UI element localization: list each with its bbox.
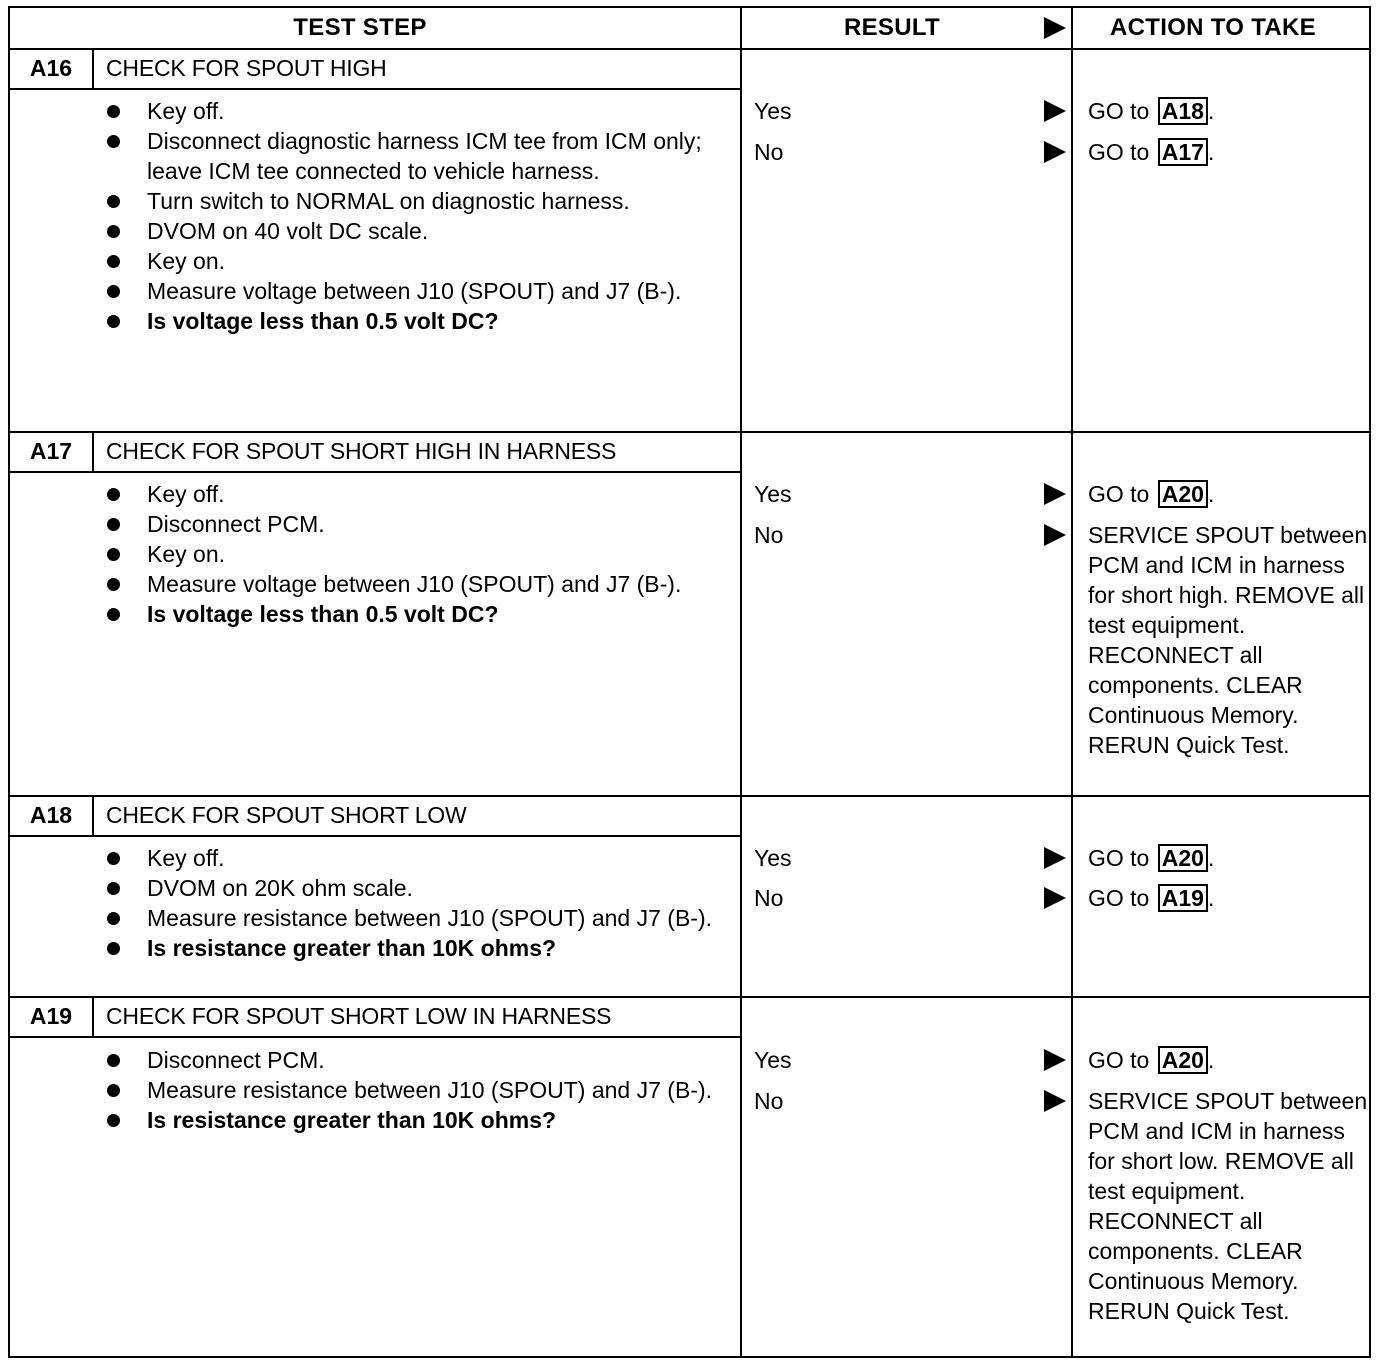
step-bullets bbox=[102, 1045, 742, 1135]
bullet-item: Turn switch to NORMAL on diagnostic harness. bbox=[102, 186, 742, 216]
step-title: CHECK FOR SPOUT HIGH bbox=[106, 54, 387, 81]
bullet-item: Measure resistance between J10 (SPOUT) and J7 (B-). bbox=[102, 1075, 742, 1105]
action-yes: GO to A18 . bbox=[1088, 98, 1215, 124]
id-divider bbox=[92, 431, 94, 471]
action-yes: GO to A20 . bbox=[1088, 481, 1215, 507]
bullet-question: Is resistance greater than 10K ohms? bbox=[102, 1105, 742, 1135]
arrow-icon bbox=[1044, 483, 1066, 505]
bullet-item: DVOM on 40 volt DC scale. bbox=[102, 216, 742, 246]
step-id: A16 bbox=[29, 54, 73, 81]
result-no: No bbox=[754, 139, 784, 165]
action-prefix: GO to bbox=[1088, 845, 1150, 871]
step-bullets bbox=[102, 96, 742, 336]
result-yes: Yes bbox=[754, 1047, 792, 1073]
bullet-item: Key off. bbox=[102, 96, 742, 126]
arrow-icon bbox=[1044, 524, 1066, 546]
goto-step-link[interactable]: A18 bbox=[1158, 97, 1208, 125]
arrow-icon bbox=[1044, 887, 1066, 909]
bullet-question: Is voltage less than 0.5 volt DC? bbox=[102, 599, 742, 629]
step-id: A17 bbox=[29, 437, 73, 464]
goto-step-link[interactable]: A20 bbox=[1158, 844, 1208, 872]
action-no-text: SERVICE SPOUT between PCM and ICM in harness for short high. REMOVE all test equipment. RECONNECT all components. CLEAR Continuous Memory. RERUN Quick Test. bbox=[1088, 522, 1368, 758]
header-test-step: TEST STEP bbox=[293, 14, 427, 41]
action-prefix: GO to bbox=[1088, 481, 1150, 507]
bullet-item: Disconnect PCM. bbox=[102, 1045, 742, 1075]
bullet-item: Key off. bbox=[102, 479, 742, 509]
goto-step-link[interactable]: A20 bbox=[1158, 480, 1208, 508]
bullet-question: Is resistance greater than 10K ohms? bbox=[102, 933, 742, 963]
step-bullets bbox=[102, 843, 742, 963]
bullet-item: Key on. bbox=[102, 246, 742, 276]
bullet-item: Disconnect diagnostic harness ICM tee from ICM only; leave ICM tee connected to vehicle harness. bbox=[102, 126, 742, 186]
bullet-item: DVOM on 20K ohm scale. bbox=[102, 873, 742, 903]
step-bullets bbox=[102, 479, 742, 629]
result-yes: Yes bbox=[754, 845, 792, 871]
action-prefix: GO to bbox=[1088, 885, 1150, 911]
bullet-item: Key off. bbox=[102, 843, 742, 873]
row-divider bbox=[10, 471, 740, 473]
id-divider bbox=[92, 996, 94, 1036]
goto-step-link[interactable]: A17 bbox=[1158, 138, 1208, 166]
result-no: No bbox=[754, 522, 784, 548]
result-yes: Yes bbox=[754, 481, 792, 507]
step-id: A18 bbox=[29, 801, 73, 828]
action-no-text: SERVICE SPOUT between PCM and ICM in harness for short low. REMOVE all test equipment. RECONNECT all components. CLEAR Continuous Memory. RERUN Quick Test. bbox=[1088, 1088, 1368, 1324]
bullet-question: Is voltage less than 0.5 volt DC? bbox=[102, 306, 742, 336]
result-yes: Yes bbox=[754, 98, 792, 124]
arrow-icon bbox=[1044, 1090, 1066, 1112]
row-divider bbox=[10, 835, 740, 837]
id-divider bbox=[92, 48, 94, 88]
row-divider bbox=[10, 1036, 740, 1038]
result-no: No bbox=[754, 885, 784, 911]
bullet-item: Key on. bbox=[102, 539, 742, 569]
bullet-item: Measure voltage between J10 (SPOUT) and J7 (B-). bbox=[102, 569, 742, 599]
arrow-icon bbox=[1044, 1049, 1066, 1071]
action-yes: GO to A20 . bbox=[1088, 845, 1215, 871]
step-id: A19 bbox=[29, 1002, 73, 1029]
step-title: CHECK FOR SPOUT SHORT LOW bbox=[106, 801, 467, 828]
header-arrow-icon bbox=[1044, 17, 1066, 39]
step-title: CHECK FOR SPOUT SHORT HIGH IN HARNESS bbox=[106, 437, 617, 464]
header-result: RESULT bbox=[843, 14, 941, 41]
action-prefix: GO to bbox=[1088, 98, 1150, 124]
column-divider bbox=[1071, 8, 1073, 1356]
bullet-item: Disconnect PCM. bbox=[102, 509, 742, 539]
bullet-item: Measure voltage between J10 (SPOUT) and J7 (B-). bbox=[102, 276, 742, 306]
arrow-icon bbox=[1044, 141, 1066, 163]
arrow-icon bbox=[1044, 100, 1066, 122]
bullet-item: Measure resistance between J10 (SPOUT) and J7 (B-). bbox=[102, 903, 742, 933]
goto-step-link[interactable]: A20 bbox=[1158, 1046, 1208, 1074]
goto-step-link[interactable]: A19 bbox=[1158, 884, 1208, 912]
id-divider bbox=[92, 795, 94, 835]
header-action: ACTION TO TAKE bbox=[1110, 14, 1316, 41]
step-title: CHECK FOR SPOUT SHORT LOW IN HARNESS bbox=[106, 1002, 612, 1029]
action-prefix: GO to bbox=[1088, 1047, 1150, 1073]
diagnostic-table bbox=[8, 6, 1371, 1358]
result-no: No bbox=[754, 1088, 784, 1114]
action-yes: GO to A20 . bbox=[1088, 1047, 1215, 1073]
action-prefix: GO to bbox=[1088, 139, 1150, 165]
action-no: GO to A19 . bbox=[1088, 885, 1215, 911]
row-divider bbox=[10, 88, 740, 90]
action-no: GO to A17 . bbox=[1088, 139, 1215, 165]
arrow-icon bbox=[1044, 847, 1066, 869]
